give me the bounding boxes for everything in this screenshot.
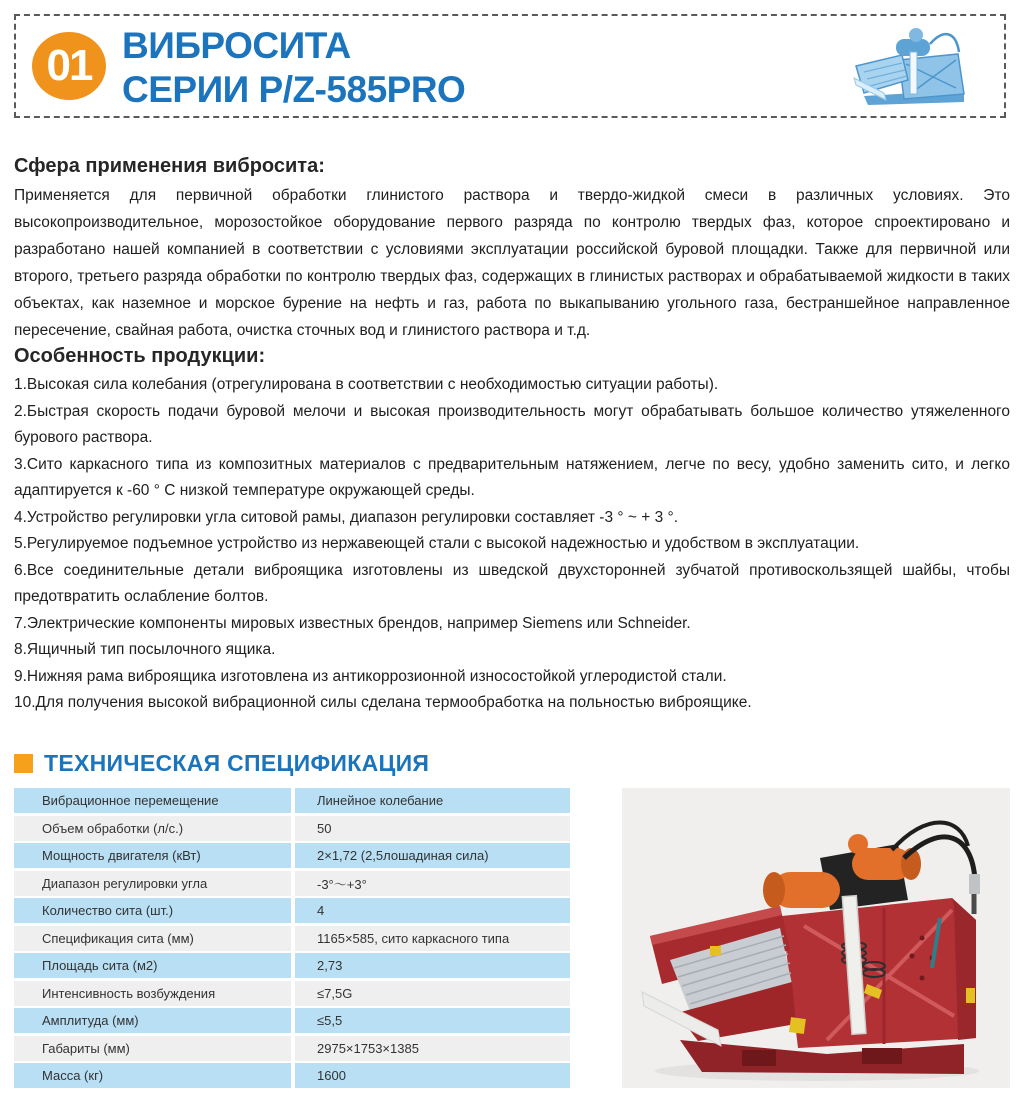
features-list: [14, 372, 1010, 717]
spec-value: 1600: [295, 1063, 570, 1088]
page-title-line1: ВИБРОСИТА: [122, 25, 351, 66]
spec-table: [14, 788, 570, 1091]
application-heading: Сфера применения вибросита:: [14, 155, 325, 177]
spec-section: [14, 750, 1010, 1091]
spec-heading-row: [14, 750, 1010, 776]
spec-row: [14, 898, 570, 923]
spec-value: 4: [295, 898, 570, 923]
feature-item: 4.Устройство регулировки угла ситовой рамы, диапазон регулировки составляет -3 ° ~ + 3 °.: [14, 508, 679, 526]
spec-row: [14, 871, 570, 896]
orange-bullet-icon: [14, 754, 33, 773]
feature-item: 7.Электрические компоненты мировых известных брендов, например Siemens или Schneider.: [14, 614, 691, 632]
header-banner: [14, 14, 1006, 118]
spec-value: 2×1,72 (2,5лошадиная сила): [295, 843, 570, 868]
spec-label: Площадь сита (м2): [14, 953, 291, 978]
spec-row: [14, 1008, 570, 1033]
spec-label: Мощность двигателя (кВт): [14, 843, 291, 868]
spec-row: [14, 788, 570, 813]
spec-value: ≤5,5: [295, 1008, 570, 1033]
feature-item: 2.Быстрая скорость подачи буровой мелочи и высокая производительность могут обрабатывать большое количество утяжеленного бурового раствора.: [14, 402, 1010, 446]
spec-row: [14, 953, 570, 978]
feature-item: 6.Все соединительные детали виброящика изготовлены из шведской двухсторонней зубчатой противоскользящей шайбы, чтобы предотвратить ослабление болтов.: [14, 561, 1010, 605]
spec-row: [14, 816, 570, 841]
spec-label: Диапазон регулировки угла: [14, 871, 291, 896]
feature-item: 9.Нижняя рама виброящика изготовлена из антикоррозионной износостойкой углеродистой стали.: [14, 667, 727, 685]
header-machine-icon: [844, 22, 976, 112]
spec-label: Вибрационное перемещение: [14, 788, 291, 813]
spec-heading: ТЕХНИЧЕСКАЯ СПЕЦИФИКАЦИЯ: [44, 749, 430, 776]
spec-label: Количество сита (шт.): [14, 898, 291, 923]
feature-item: 3.Сито каркасного типа из композитных материалов с предварительным натяжением, легче по весу, удобно заменить сито, и легко адаптируется к -60 ° С низкой температуре окружающей среды.: [14, 455, 1010, 499]
feature-item: 8.Ящичный тип посылочного ящика.: [14, 641, 276, 658]
feature-item: 1.Высокая сила колебания (отрегулирована в соответствии с необходимостью ситуации работы).: [14, 376, 719, 393]
spec-row: [14, 926, 570, 951]
spec-value: ≤7,5G: [295, 981, 570, 1006]
product-photo: [622, 788, 1010, 1088]
spec-row: [14, 843, 570, 868]
spec-content: [14, 788, 1010, 1091]
spec-value: Линейное колебание: [295, 788, 570, 813]
spec-row: [14, 1063, 570, 1088]
spec-label: Спецификация сита (мм): [14, 926, 291, 951]
spec-value: -3°～+3°: [295, 871, 570, 896]
section-number: 01: [46, 41, 92, 90]
page-title-line2: СЕРИИ P/Z-585PRO: [122, 69, 466, 110]
spec-row: [14, 981, 570, 1006]
spec-label: Объем обработки (л/с.): [14, 816, 291, 841]
feature-item: 10.Для получения высокой вибрационной силы сделана термообработка на польностью виброящике.: [14, 694, 752, 711]
features-heading: Особенность продукции:: [14, 345, 266, 367]
spec-value: 2,73: [295, 953, 570, 978]
page-title: [122, 24, 465, 112]
spec-label: Интенсивность возбуждения: [14, 981, 291, 1006]
product-photo-illustration: [622, 788, 1010, 1088]
spec-label: Габариты (мм): [14, 1036, 291, 1061]
application-text: Применяется для первичной обработки глинистого раствора и твердо-жидкой смеси в различных условиях. Это высокопроизводительное, морозостойкое оборудование первого разряда по контролю твердых фаз, которое спроектировано и разработано нашей компанией в соответствии с условиями эксплуатации российской буровой площадки. Также для первичной или второго, третьего разряда обработки по контролю твердых фаз, содержащих в глинистых растворах и обрабатываемой жидкости в таких объектах, как наземное и морское бурение на нефть и газ, работа по выкапыванию угольного газа, бестраншейное направленное пересечение, свайная работа, очистка сточных вод и глинистого раствора и т.д.: [14, 187, 1010, 339]
spec-value: 1165×585, сито каркасного типа: [295, 926, 570, 951]
section-number-badge: [32, 32, 106, 100]
spec-value: 50: [295, 816, 570, 841]
spec-value: 2975×1753×1385: [295, 1036, 570, 1061]
feature-item: 5.Регулируемое подъемное устройство из нержавеющей стали с высокой надежностью и удобством в эксплуатации.: [14, 535, 860, 552]
spec-row: [14, 1036, 570, 1061]
spec-label: Амплитуда (мм): [14, 1008, 291, 1033]
spec-label: Масса (кг): [14, 1063, 291, 1088]
